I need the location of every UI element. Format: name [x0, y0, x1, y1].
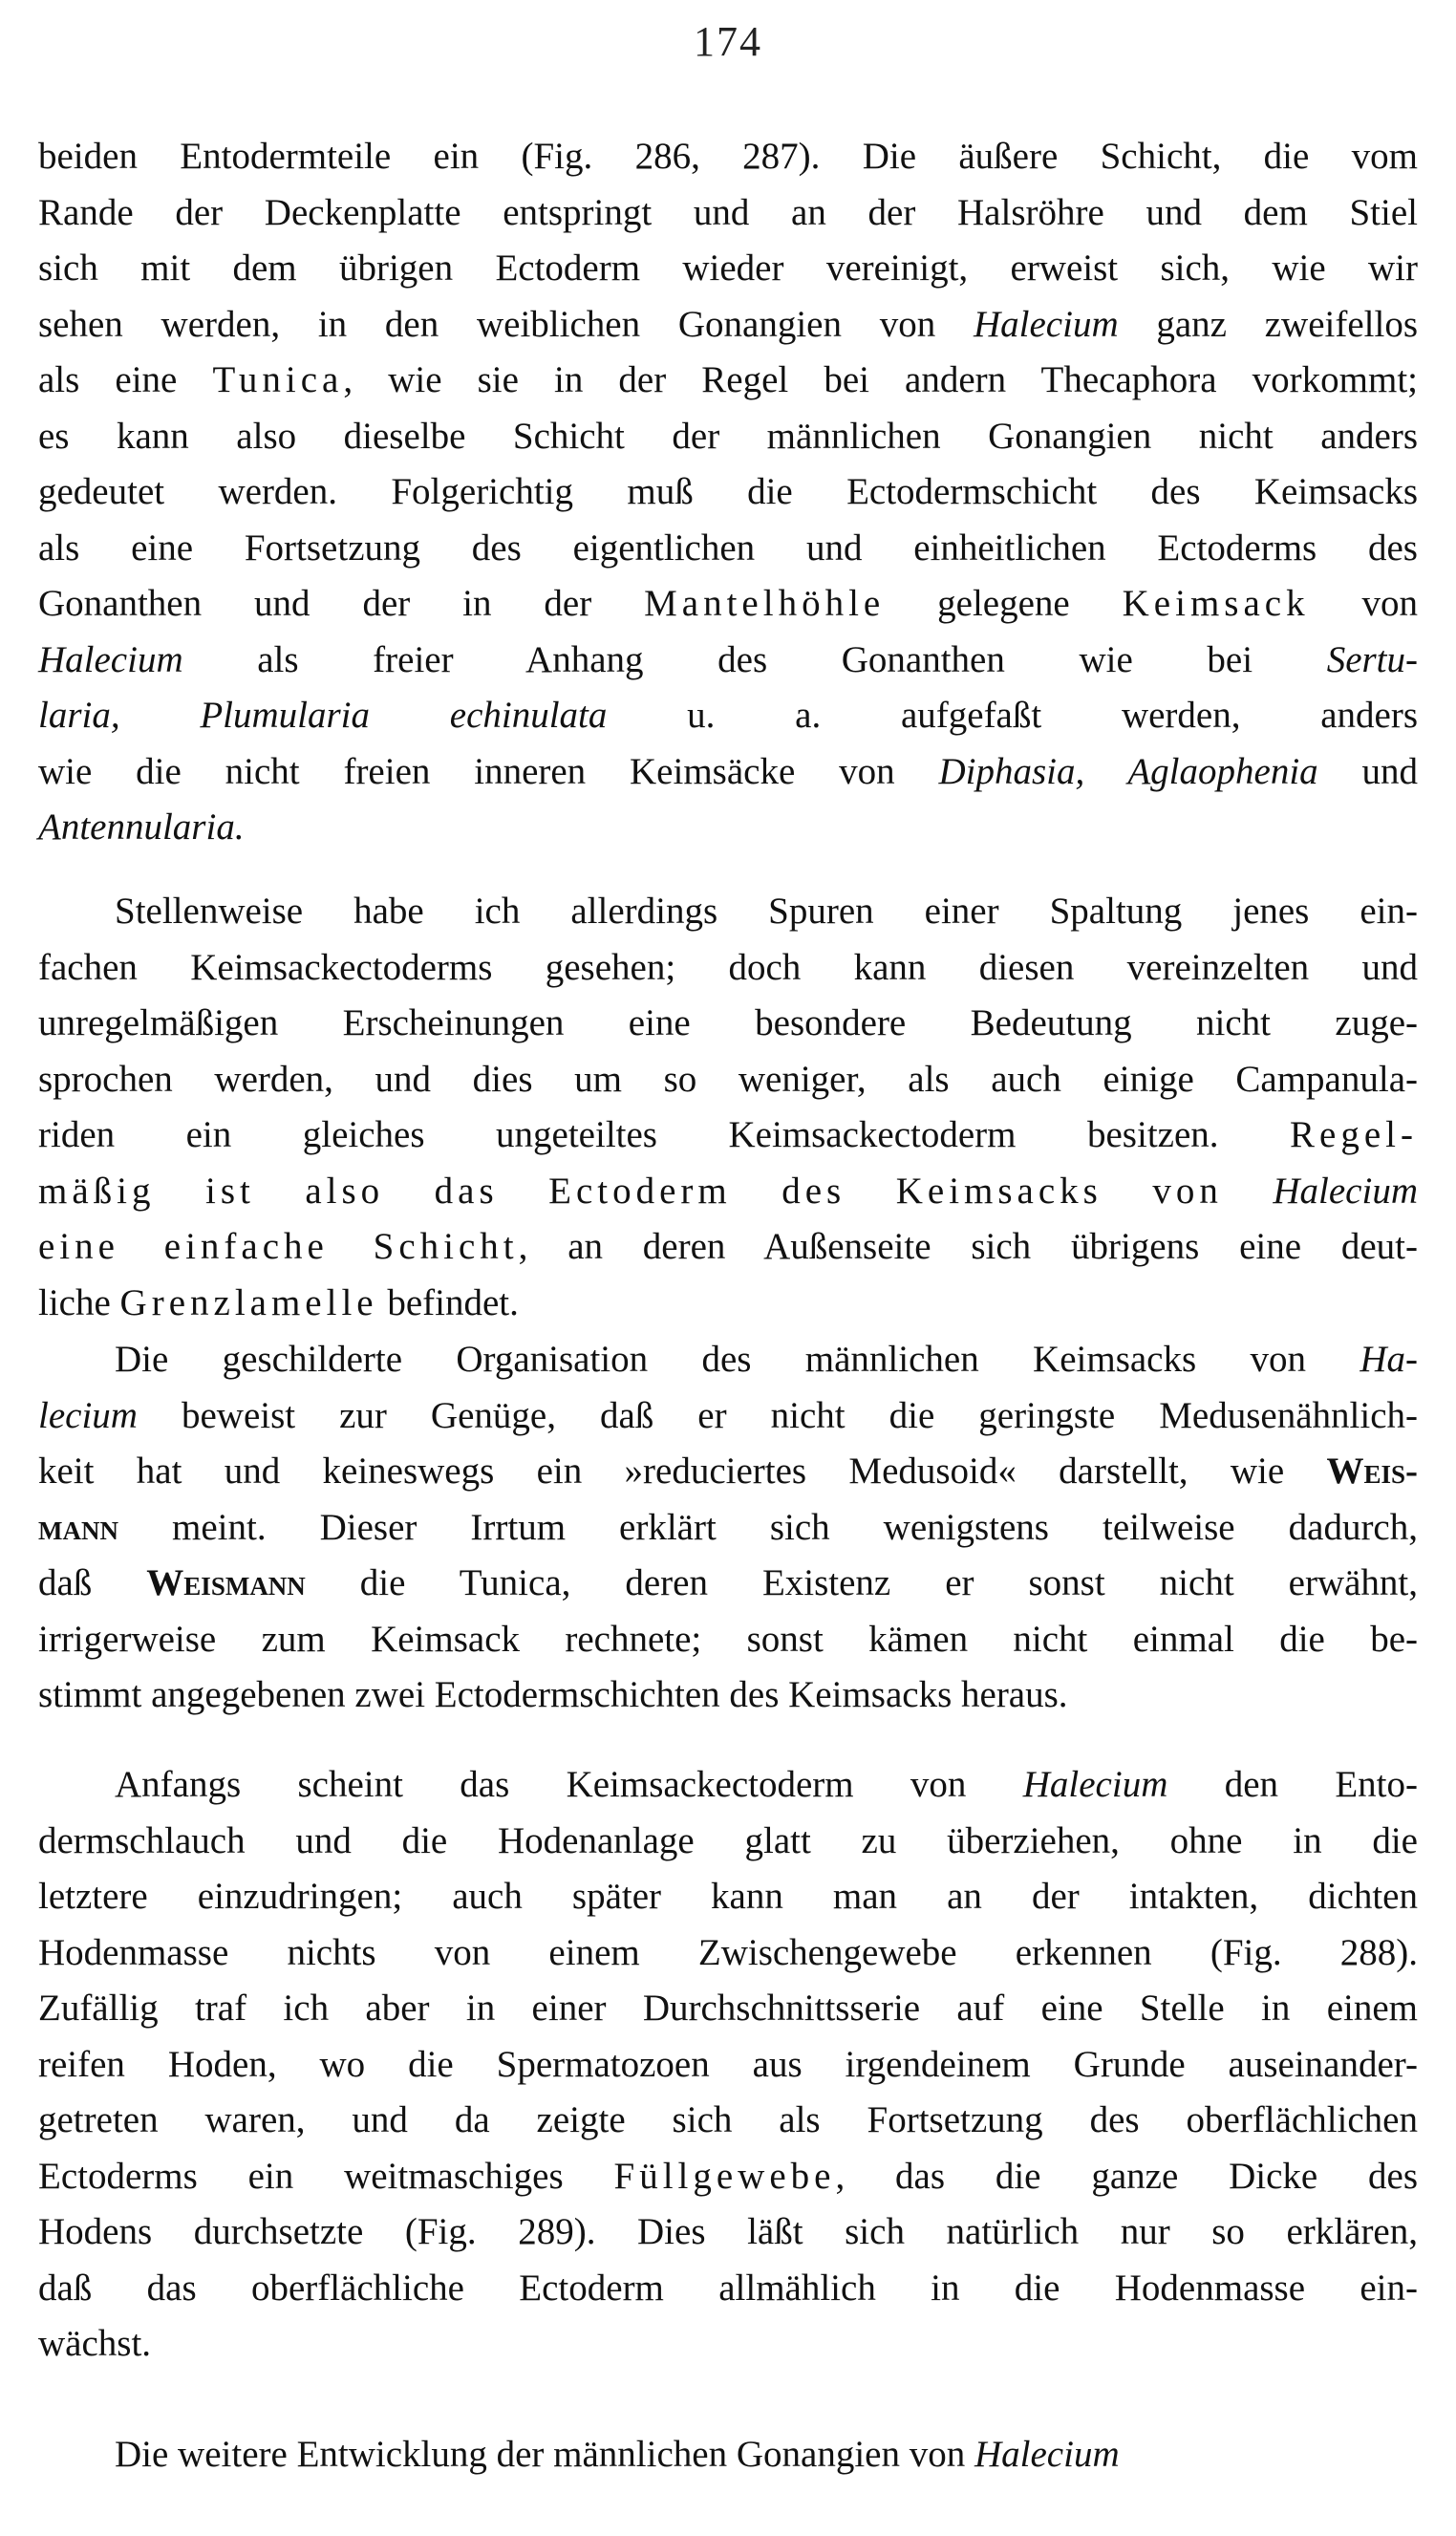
text-line — [38, 1388, 1418, 1445]
text-line — [38, 129, 1418, 185]
text-line — [38, 1925, 1418, 1982]
text-run: beweist zur Genüge, daß er nicht die geringste Medusenähnlich- — [137, 1394, 1418, 1436]
text-run: sprochen werden, und dies um so weniger, als auch einige Campanula- — [38, 1058, 1418, 1100]
paragraph-3 — [38, 1332, 1418, 1724]
text-line — [38, 2204, 1418, 2261]
text-line — [38, 2316, 1418, 2373]
text-run: befindet. — [377, 1281, 519, 1323]
text-line — [38, 464, 1418, 521]
text-line — [38, 1556, 1418, 1612]
text-run: wie die nicht freien inneren Keimsäcke von — [38, 750, 939, 792]
styled-text-run: Tunica — [212, 359, 344, 400]
text-run: Stellenweise habe ich allerdings Spuren einer Spaltung jenes ein- — [115, 891, 1418, 932]
styled-text-run: mann — [38, 1506, 118, 1548]
styled-text-run: Regel- — [1290, 1114, 1418, 1155]
text-run: stimmt angegebenen zwei Ectodermschichten des Keimsacks heraus. — [38, 1674, 1068, 1715]
text-run: es kann also dieselbe Schicht der männlichen Gonangien nicht anders — [38, 415, 1418, 457]
text-line — [38, 633, 1418, 689]
text-run: gelegene — [885, 583, 1123, 624]
styled-text-run: Halecium — [38, 638, 183, 680]
text-run: und — [1317, 750, 1418, 792]
text-run: fachen Keimsackectoderms gesehen; doch kann diesen vereinzelten und — [38, 946, 1418, 988]
text-line — [38, 521, 1418, 577]
text-run: unregelmäßigen Erscheinungen eine besondere Bedeutung nicht zuge- — [38, 1002, 1418, 1043]
text-run: Die geschilderte Organisation des männlichen Keimsacks von — [115, 1339, 1360, 1380]
styled-text-run: Keimsack — [1122, 583, 1310, 624]
text-run: , wie sie in der Regel bei andern Thecaphora vorkommt; — [343, 359, 1418, 400]
text-line — [38, 2093, 1418, 2149]
text-run: u. a. aufgefaßt werden, anders — [607, 695, 1419, 736]
text-run: , das die ganze Dicke des — [835, 2155, 1419, 2197]
text-line — [38, 1219, 1418, 1276]
text-line — [38, 2037, 1418, 2094]
text-line — [38, 297, 1418, 354]
text-line — [38, 1276, 1418, 1332]
text-run: sich mit dem übrigen Ectoderm wieder vereinigt, erweist sich, wie wir — [38, 247, 1418, 289]
text-line — [38, 884, 1418, 940]
text-line — [38, 185, 1418, 242]
styled-text-run: Halecium — [1273, 1170, 1418, 1212]
styled-text-run: laria, Plumularia echinulata — [38, 695, 608, 736]
text-run: liche — [38, 1281, 120, 1323]
text-line — [38, 2261, 1418, 2317]
text-run: Hodens durchsetzte (Fig. 289). Dies läßt sich natürlich nur so erklären, — [38, 2211, 1418, 2252]
paragraph-5 — [38, 2427, 1418, 2483]
styled-text-run: Weismann — [146, 1562, 306, 1603]
text-line — [38, 1814, 1418, 1870]
text-line — [38, 688, 1418, 744]
text-line — [38, 1444, 1418, 1500]
paragraph-1 — [38, 129, 1418, 856]
styled-text-run: Halecium — [1022, 1764, 1168, 1805]
text-run: Rande der Deckenplatte entspringt und an der Halsröhre und dem Stiel — [38, 191, 1418, 233]
text-run: gedeutet werden. Folgerichtig muß die Ectodermschicht des Keimsacks — [38, 471, 1418, 512]
text-line — [38, 800, 1418, 856]
text-run: , an deren Außenseite sich übrigens eine deut- — [518, 1226, 1418, 1267]
text-line — [38, 1500, 1418, 1557]
text-run: Zufällig traf ich aber in einer Durchschnittsserie auf eine Stelle in einem — [38, 1988, 1418, 2029]
styled-text-run: Weis- — [1326, 1451, 1418, 1492]
text-run: keit hat und keineswegs ein »reduciertes Medusoid« darstellt, wie — [38, 1451, 1327, 1492]
text-line — [38, 1869, 1418, 1925]
text-run: Anfangs scheint das Keimsackectoderm von — [115, 1764, 1023, 1805]
text-run: beiden Entodermteile ein (Fig. 286, 287). Die äußere Schicht, die vom — [38, 136, 1418, 177]
text-run: reifen Hoden, wo die Spermatozoen aus irgendeinem Grunde auseinander- — [38, 2043, 1418, 2085]
text-line — [38, 353, 1418, 409]
text-line — [38, 1757, 1418, 1814]
text-run: als eine — [38, 359, 213, 400]
text-run: getreten waren, und da zeigte sich als Fortsetzung des oberflächlichen — [38, 2099, 1418, 2140]
text-line — [38, 1164, 1418, 1220]
text-run: riden ein gleiches ungeteiltes Keimsackectoderm besitzen. — [38, 1114, 1291, 1155]
styled-text-run: Sertu- — [1326, 638, 1418, 680]
text-run: den Ento- — [1167, 1764, 1418, 1805]
text-line — [38, 1332, 1418, 1388]
styled-text-run: Mantelhöhle — [644, 583, 886, 624]
text-run: Gonanthen und der in der — [38, 583, 645, 624]
styled-text-run: Füllgewebe — [613, 2155, 836, 2197]
styled-text-run: Halecium — [974, 2434, 1120, 2475]
text-run: Ectoderms ein weitmaschiges — [38, 2155, 614, 2197]
text-run: daß das oberflächliche Ectoderm allmählich in die Hodenmasse ein- — [38, 2267, 1418, 2309]
paragraph-2 — [38, 884, 1418, 1331]
page-number: 174 — [694, 18, 762, 65]
text-line — [38, 996, 1418, 1052]
text-line — [38, 1612, 1418, 1668]
text-line — [38, 1052, 1418, 1108]
styled-text-run: Diphasia, Aglaophenia — [938, 750, 1318, 792]
text-line — [38, 241, 1418, 297]
text-run: wächst. — [38, 2323, 152, 2364]
text-line — [38, 1667, 1418, 1724]
text-line — [38, 1107, 1418, 1164]
styled-text-run: lecium — [38, 1394, 138, 1436]
text-line — [38, 576, 1418, 633]
text-run: letztere einzudringen; auch später kann man an der intakten, dichten — [38, 1876, 1418, 1917]
text-run: von — [1309, 583, 1419, 624]
styled-text-run: Halecium — [973, 303, 1119, 345]
text-run: die Tunica, deren Existenz er sonst nicht erwähnt, — [305, 1562, 1418, 1603]
text-run: Hodenmasse nichts von einem Zwischengewebe erkennen (Fig. 288). — [38, 1931, 1418, 1973]
text-line — [38, 2149, 1418, 2205]
styled-text-run: Antennularia. — [38, 806, 245, 848]
text-line — [38, 940, 1418, 997]
text-line — [38, 409, 1418, 465]
text-line — [38, 2427, 1418, 2483]
text-run: ganz zweifellos — [1118, 303, 1419, 345]
text-run: meint. Dieser Irrtum erklärt sich wenigstens teilweise dadurch, — [118, 1506, 1418, 1548]
paragraph-4 — [38, 1757, 1418, 2373]
text-line — [38, 744, 1418, 801]
text-run: irrigerweise zum Keimsack rechnete; sonst kämen nicht einmal die be- — [38, 1618, 1418, 1660]
text-run: Die weitere Entwicklung der männlichen Gonangien von — [115, 2434, 974, 2475]
text-run: dermschlauch und die Hodenanlage glatt zu überziehen, ohne in die — [38, 1819, 1418, 1861]
text-line — [38, 1981, 1418, 2037]
text-run: als freier Anhang des Gonanthen wie bei — [182, 638, 1327, 680]
styled-text-run: Grenzlamelle — [119, 1281, 378, 1323]
text-run: als eine Fortsetzung des eigentlichen und einheitlichen Ectoderms des — [38, 527, 1418, 569]
styled-text-run: mäßig ist also das Ectoderm des Keimsacks von — [38, 1170, 1274, 1212]
text-run: daß — [38, 1562, 147, 1603]
styled-text-run: eine einfache Schicht — [38, 1226, 519, 1267]
styled-text-run: Ha- — [1360, 1339, 1418, 1380]
text-run: sehen werden, in den weiblichen Gonangien von — [38, 303, 974, 345]
